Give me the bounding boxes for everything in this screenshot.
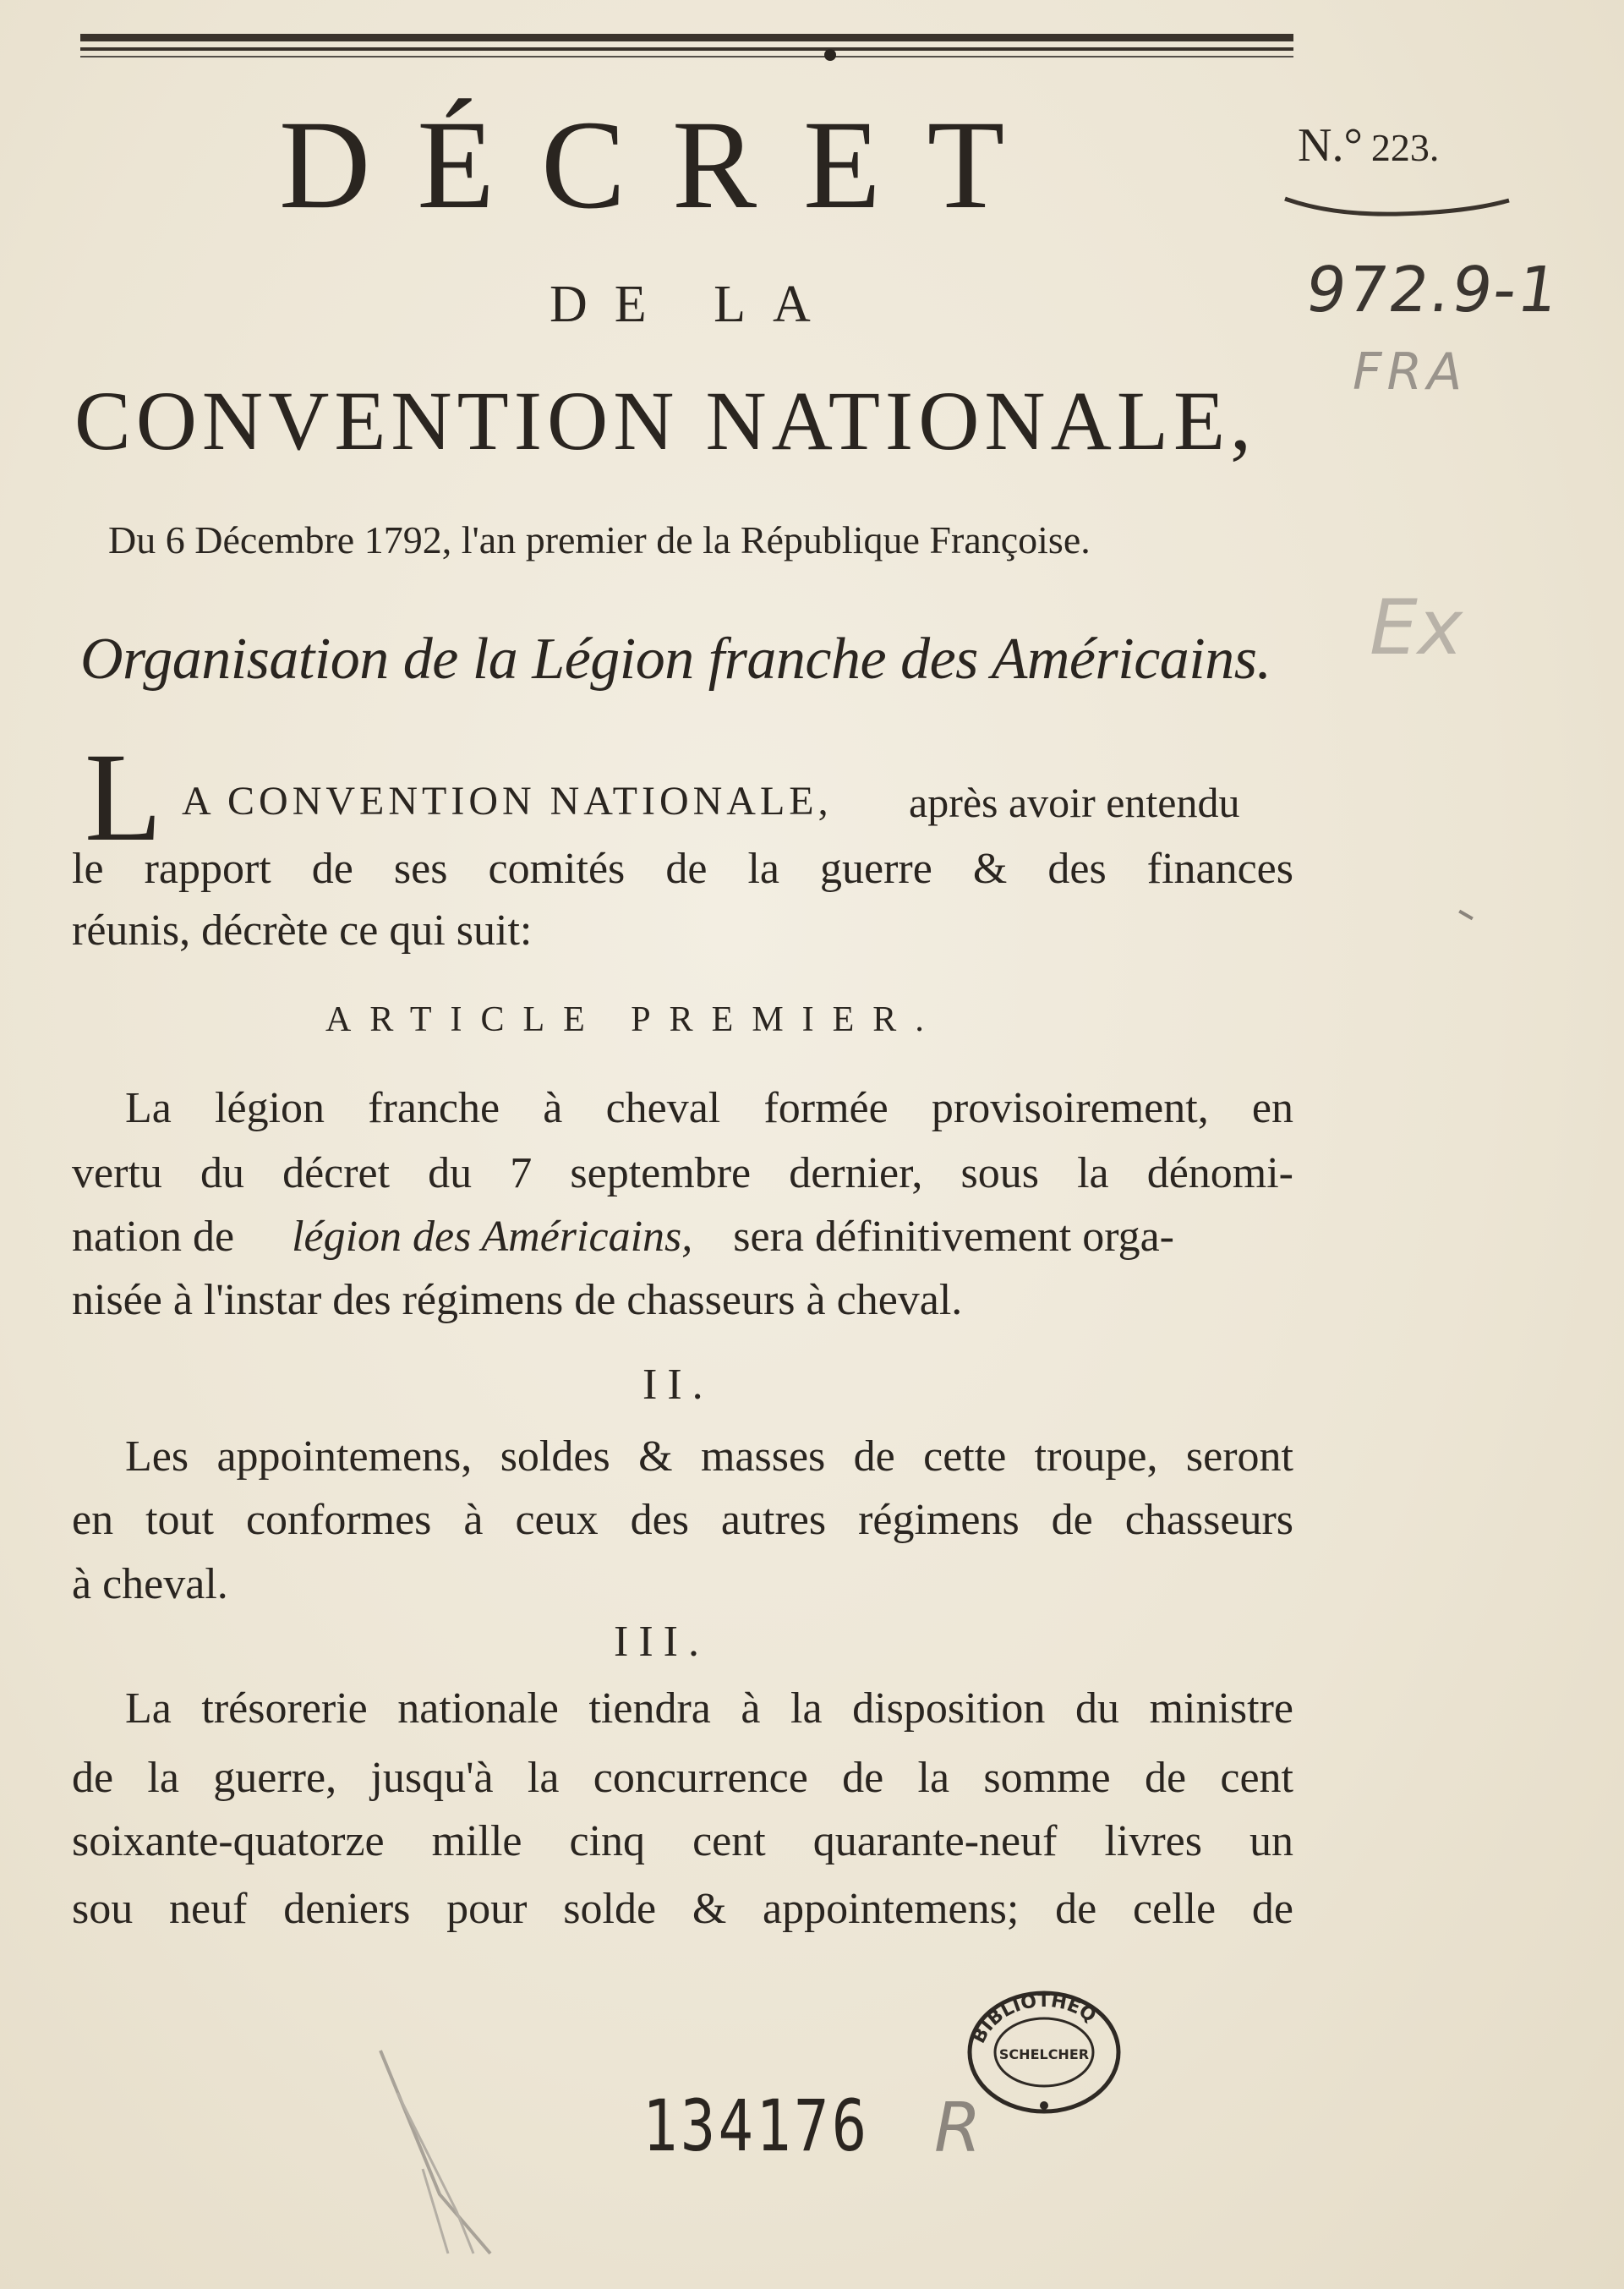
article-1-text: sera définitivement orga- bbox=[733, 1213, 1174, 1261]
preamble-line: le rapport de ses comités de la guerre & des finances bbox=[72, 845, 1293, 893]
article-2-line: en tout conformes à ceux des autres régimens de chasseurs bbox=[72, 1496, 1293, 1544]
article-3-line: soixante-quatorze mille cinq cent quarante-neuf livres un bbox=[72, 1817, 1293, 1865]
article-1-line: nisée à l'instar des régimens de chasseurs à cheval. bbox=[72, 1276, 963, 1324]
handwritten-shelfmark: 972.9-1 bbox=[1300, 254, 1565, 326]
preamble-line: réunis, décrète ce qui suit: bbox=[72, 906, 533, 955]
article-3-heading: III. bbox=[614, 1618, 709, 1666]
article-2-heading: II. bbox=[642, 1361, 714, 1409]
article-1-line bbox=[72, 1215, 1293, 1259]
handwritten-r-mark: R bbox=[934, 2089, 982, 2167]
handwritten-ex-mark: Ex bbox=[1370, 583, 1463, 672]
stamp-center-text: SCHELCHER bbox=[998, 2046, 1090, 2062]
article-2-line: à cheval. bbox=[72, 1560, 228, 1608]
decree-number-label: N.° bbox=[1298, 119, 1363, 172]
article-3-line: de la guerre, jusqu'à la concurrence de la somme de cent bbox=[72, 1754, 1293, 1802]
decree-number bbox=[1298, 118, 1439, 172]
pencil-marks bbox=[364, 2042, 533, 2262]
top-rule-thin bbox=[80, 56, 1293, 57]
top-rule-thick bbox=[80, 34, 1293, 41]
handwritten-fra: FRA bbox=[1353, 342, 1468, 402]
convention-nationale-title: CONVENTION NATIONALE, bbox=[74, 374, 1257, 468]
preamble-first-line-rest: après avoir entendu bbox=[909, 779, 1240, 826]
legion-name-italic: légion des Américains, bbox=[292, 1213, 693, 1261]
decree-number-value: 223. bbox=[1370, 126, 1440, 169]
article-1-line: La légion franche à cheval formée provisoirement, en bbox=[125, 1084, 1293, 1132]
decree-subtitle: Organisation de la Légion franche des Américains. bbox=[80, 627, 1271, 692]
stamp-arc-text: BIBLIOTHEQ bbox=[968, 1990, 1100, 2047]
article-3-line: sou neuf deniers pour solde & appointemens; de celle de bbox=[72, 1885, 1293, 1933]
drop-cap-letter: L bbox=[85, 727, 162, 868]
top-rule-medium bbox=[80, 47, 1293, 51]
article-1-heading: ARTICLE PREMIER. bbox=[325, 1000, 943, 1039]
library-stamp bbox=[960, 1983, 1129, 2122]
number-underline-flourish bbox=[1281, 190, 1517, 224]
decree-de-la: DE LA bbox=[550, 276, 838, 333]
article-1-text: nation de bbox=[72, 1213, 235, 1261]
rule-ornament bbox=[824, 49, 836, 61]
article-3-line: La trésorerie nationale tiendra à la disposition du ministre bbox=[125, 1684, 1293, 1733]
article-1-line: vertu du décret du 7 septembre dernier, sous la dénomi- bbox=[72, 1149, 1293, 1197]
decree-title: DÉCRET bbox=[279, 95, 1052, 235]
preamble-small-caps: A CONVENTION NATIONALE, bbox=[182, 779, 833, 824]
decree-date: Du 6 Décembre 1792, l'an premier de la République Françoise. bbox=[108, 518, 1091, 561]
article-2-line: Les appointemens, soldes & masses de cette troupe, seront bbox=[125, 1432, 1293, 1481]
inventory-number: 134176 bbox=[642, 2084, 870, 2167]
stray-mark bbox=[1458, 910, 1474, 920]
